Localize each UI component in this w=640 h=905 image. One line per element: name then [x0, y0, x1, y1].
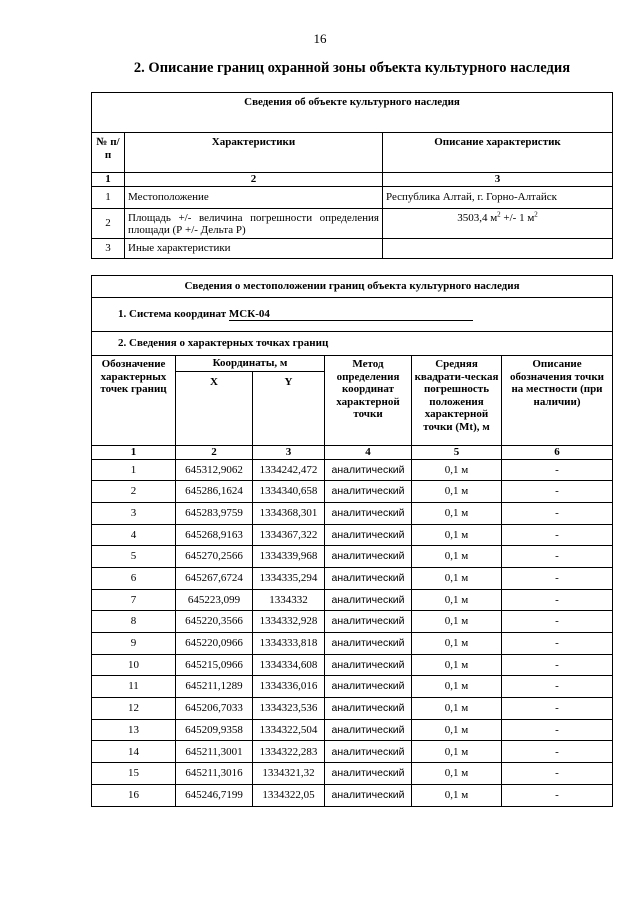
point-y: 1334340,658	[253, 481, 325, 503]
object-table-title: Сведения об объекте культурного наследия	[92, 93, 613, 133]
point-method: аналитический	[325, 502, 412, 524]
point-error: 0,1 м	[412, 784, 502, 806]
point-x: 645209,9358	[176, 719, 253, 741]
point-y: 1334322,05	[253, 784, 325, 806]
point-y: 1334323,536	[253, 698, 325, 720]
section-heading: 2. Описание границ охранной зоны объекта культурного наследия	[133, 60, 571, 76]
coord-system-label: 1. Система координат	[118, 307, 227, 320]
point-error: 0,1 м	[412, 502, 502, 524]
point-method: аналитический	[325, 481, 412, 503]
coord-system-row	[92, 298, 613, 332]
table-row	[92, 611, 613, 633]
table-row	[92, 784, 613, 806]
point-method: аналитический	[325, 611, 412, 633]
coord-system-value: МСК-04	[229, 308, 473, 322]
header-designation: Обозначение характерных точек границ	[92, 356, 176, 446]
point-method: аналитический	[325, 654, 412, 676]
point-x: 645246,7199	[176, 784, 253, 806]
location-table	[91, 275, 613, 807]
table-row	[92, 676, 613, 698]
point-error: 0,1 м	[412, 719, 502, 741]
point-description: -	[502, 676, 613, 698]
header-error: Средняя квадрати-ческая погрешность положения характерной точки (Mt), м	[412, 356, 502, 446]
point-number: 4	[92, 524, 176, 546]
table-row	[92, 238, 613, 258]
col-number: 1	[92, 446, 176, 460]
col-number: 6	[502, 446, 613, 460]
table-row	[92, 719, 613, 741]
point-y: 1334333,818	[253, 633, 325, 655]
row-num: 3	[92, 238, 125, 258]
point-x: 645223,099	[176, 589, 253, 611]
point-x: 645206,7033	[176, 698, 253, 720]
points-title: 2. Сведения о характерных точках границ	[92, 332, 613, 356]
point-number: 13	[92, 719, 176, 741]
table-row	[92, 698, 613, 720]
object-info-table	[91, 92, 613, 259]
col-number: 3	[253, 446, 325, 460]
point-number: 2	[92, 481, 176, 503]
point-error: 0,1 м	[412, 589, 502, 611]
point-method: аналитический	[325, 763, 412, 785]
header-x: X	[176, 372, 253, 446]
point-number: 6	[92, 567, 176, 589]
header-description: Описание характеристик	[383, 133, 613, 173]
col-number: 4	[325, 446, 412, 460]
point-description: -	[502, 546, 613, 568]
point-number: 3	[92, 502, 176, 524]
point-error: 0,1 м	[412, 567, 502, 589]
row-characteristic: Площадь +/- величина погрешности определения площади (Р +/- Дельта Р)	[125, 208, 383, 238]
point-x: 645215,0966	[176, 654, 253, 676]
point-description: -	[502, 589, 613, 611]
point-method: аналитический	[325, 589, 412, 611]
col-number: 1	[92, 173, 125, 187]
header-y: Y	[253, 372, 325, 446]
table-row	[92, 208, 613, 238]
point-description: -	[502, 459, 613, 481]
point-x: 645211,3001	[176, 741, 253, 763]
point-error: 0,1 м	[412, 698, 502, 720]
row-description: 3503,4 $м^2$ +/- 1 $м^2$	[383, 208, 613, 238]
table-row	[92, 546, 613, 568]
point-method: аналитический	[325, 741, 412, 763]
point-error: 0,1 м	[412, 654, 502, 676]
point-x: 645267,6724	[176, 567, 253, 589]
point-method: аналитический	[325, 567, 412, 589]
point-x: 645211,1289	[176, 676, 253, 698]
point-description: -	[502, 481, 613, 503]
point-method: аналитический	[325, 524, 412, 546]
point-description: -	[502, 611, 613, 633]
point-y: 1334334,608	[253, 654, 325, 676]
header-coordinates: Координаты, м	[176, 356, 325, 372]
point-description: -	[502, 524, 613, 546]
row-characteristic: Местоположение	[125, 186, 383, 208]
point-y: 1334242,472	[253, 459, 325, 481]
point-number: 1	[92, 459, 176, 481]
point-number: 16	[92, 784, 176, 806]
point-number: 7	[92, 589, 176, 611]
point-description: -	[502, 741, 613, 763]
point-number: 9	[92, 633, 176, 655]
point-y: 1334332	[253, 589, 325, 611]
table-row	[92, 502, 613, 524]
point-description: -	[502, 784, 613, 806]
point-error: 0,1 м	[412, 524, 502, 546]
point-number: 5	[92, 546, 176, 568]
point-description: -	[502, 763, 613, 785]
point-method: аналитический	[325, 459, 412, 481]
point-description: -	[502, 719, 613, 741]
point-x: 645220,0966	[176, 633, 253, 655]
row-characteristic: Иные характеристики	[125, 238, 383, 258]
table-row	[92, 589, 613, 611]
point-method: аналитический	[325, 698, 412, 720]
point-y: 1334336,016	[253, 676, 325, 698]
header-characteristics: Характеристики	[125, 133, 383, 173]
point-error: 0,1 м	[412, 763, 502, 785]
table-row	[92, 186, 613, 208]
point-number: 11	[92, 676, 176, 698]
point-description: -	[502, 567, 613, 589]
point-x: 645268,9163	[176, 524, 253, 546]
point-error: 0,1 м	[412, 741, 502, 763]
point-x: 645220,3566	[176, 611, 253, 633]
point-y: 1334332,928	[253, 611, 325, 633]
point-method: аналитический	[325, 633, 412, 655]
point-x: 645270,2566	[176, 546, 253, 568]
point-y: 1334367,322	[253, 524, 325, 546]
point-number: 10	[92, 654, 176, 676]
point-y: 1334368,301	[253, 502, 325, 524]
point-error: 0,1 м	[412, 546, 502, 568]
point-method: аналитический	[325, 676, 412, 698]
point-error: 0,1 м	[412, 633, 502, 655]
point-x: 645283,9759	[176, 502, 253, 524]
row-num: 2	[92, 208, 125, 238]
table-row	[92, 763, 613, 785]
header-point-description: Описание обозначения точки на местности (при наличии)	[502, 356, 613, 446]
point-x: 645211,3016	[176, 763, 253, 785]
point-x: 645312,9062	[176, 459, 253, 481]
point-y: 1334322,283	[253, 741, 325, 763]
point-number: 15	[92, 763, 176, 785]
header-num: № п/п	[92, 133, 125, 173]
page-number: 16	[313, 31, 327, 46]
point-description: -	[502, 698, 613, 720]
row-description	[383, 238, 613, 258]
point-description: -	[502, 633, 613, 655]
col-number: 2	[176, 446, 253, 460]
point-number: 14	[92, 741, 176, 763]
table-row	[92, 633, 613, 655]
table-row	[92, 459, 613, 481]
col-number: 5	[412, 446, 502, 460]
point-y: 1334322,504	[253, 719, 325, 741]
point-method: аналитический	[325, 546, 412, 568]
row-description: Республика Алтай, г. Горно-Алтайск	[383, 186, 613, 208]
point-description: -	[502, 654, 613, 676]
point-x: 645286,1624	[176, 481, 253, 503]
col-number: 3	[383, 173, 613, 187]
point-error: 0,1 м	[412, 459, 502, 481]
point-number: 12	[92, 698, 176, 720]
table-row	[92, 481, 613, 503]
point-method: аналитический	[325, 784, 412, 806]
row-num: 1	[92, 186, 125, 208]
point-y: 1334339,968	[253, 546, 325, 568]
point-y: 1334335,294	[253, 567, 325, 589]
table-row	[92, 567, 613, 589]
point-error: 0,1 м	[412, 481, 502, 503]
point-number: 8	[92, 611, 176, 633]
point-description: -	[502, 502, 613, 524]
point-method: аналитический	[325, 719, 412, 741]
point-error: 0,1 м	[412, 676, 502, 698]
table-row	[92, 654, 613, 676]
col-number: 2	[125, 173, 383, 187]
table-row	[92, 524, 613, 546]
location-table-title: Сведения о местоположении границ объекта культурного наследия	[92, 276, 613, 298]
header-method: Метод определения координат характерной точки	[325, 356, 412, 446]
point-error: 0,1 м	[412, 611, 502, 633]
table-row	[92, 741, 613, 763]
point-y: 1334321,32	[253, 763, 325, 785]
